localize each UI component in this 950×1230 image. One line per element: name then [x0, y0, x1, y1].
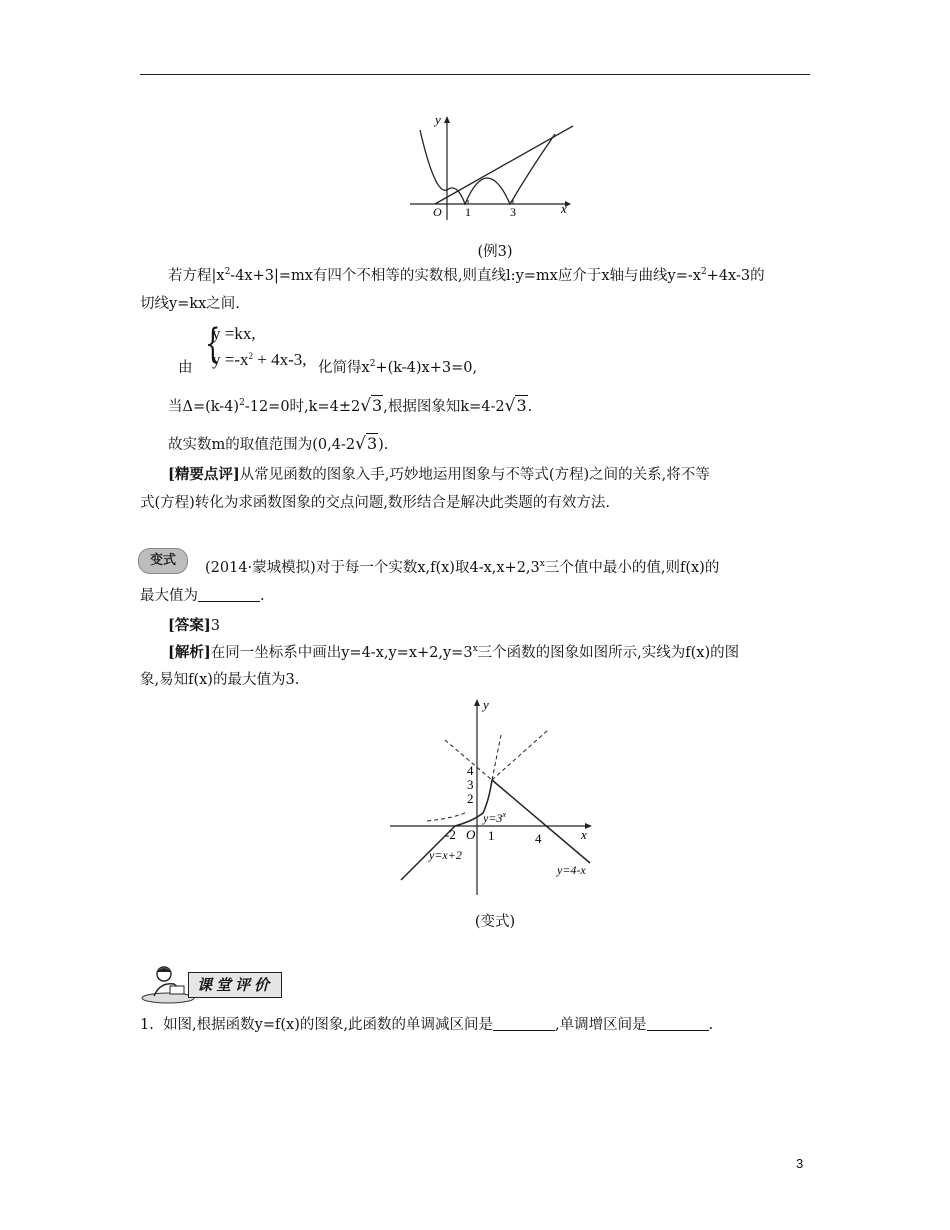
- axis-x-label: x: [581, 827, 587, 842]
- dashed-exp-curve: [427, 812, 467, 821]
- page-number: 3: [796, 1156, 804, 1171]
- axis-y-label: y: [435, 112, 441, 127]
- paragraph-comment: [精要点评]从常见函数的图象入手,巧妙地运用图象与不等式(方程)之间的关系,将不等: [168, 466, 710, 483]
- tick-1-label: 1: [465, 205, 471, 219]
- decreasing-interval-blank: [493, 1016, 555, 1031]
- system-result: 化简得$x^2+(k-4)x+3=0$,: [318, 359, 478, 376]
- tick-3-label: 3: [467, 777, 474, 792]
- paragraph-equation-cont: 切线y=kx之间.: [140, 296, 240, 312]
- label-line-x-plus-2: y=x+2: [429, 848, 462, 862]
- origin-label: O: [466, 827, 476, 842]
- paragraph-analysis: [解析]在同一坐标系中画出$y=4-x,y=x+2,y=3^x$三个函数的图象如图所示,实线为f(x)的图: [168, 644, 740, 661]
- variant-badge: 变式: [138, 548, 188, 574]
- figure1-caption: (例3): [477, 244, 513, 260]
- answer-blank: [198, 587, 260, 602]
- figure-variant: [385, 695, 605, 900]
- header-rule: [140, 74, 810, 75]
- tick-2-label: 2: [467, 791, 474, 806]
- origin-label: O: [433, 205, 442, 219]
- solid-line-4-minus-x: [492, 780, 590, 863]
- paragraph-equation: 若方程$|x^2-4x+3|=mx$有四个不相等的实数根,则直线l:y=mx应介于x轴与曲线$y=-x^2+4x-3$的: [168, 267, 765, 284]
- answer-line: [答案]3: [168, 617, 220, 634]
- paragraph-variant-cont: 最大值为 .: [140, 588, 265, 604]
- axis-y-label: y: [483, 697, 489, 712]
- system-prefix: 由: [178, 360, 193, 376]
- class-eval-title: 课堂评价: [188, 972, 282, 998]
- paragraph-variant: (2014·蒙城模拟)对于每一个实数x,f(x)取$4-x,x+2,3^x$三个值中最小的值,则f(x)的: [205, 559, 720, 576]
- question-1: 1. 如图,根据函数y=f(x)的图象,此函数的单调减区间是 ,单调增区间是 .: [140, 1017, 714, 1033]
- paragraph-analysis-cont: 象,易知f(x)的最大值为3.: [140, 672, 300, 688]
- system-eq2: $y =-x^2 + 4x-3$,: [212, 350, 307, 369]
- y-arrow-icon: [444, 116, 450, 123]
- figure-example3: [405, 110, 585, 225]
- figure2-caption: (变式): [474, 914, 516, 930]
- paragraph-comment-cont: 式(方程)转化为求函数图象的交点问题,数形结合是解决此类题的有效方法.: [140, 495, 611, 511]
- system-eq1: y =kx,: [212, 324, 256, 343]
- tick-neg2-label: -2: [445, 827, 456, 842]
- tick-3-label: 3: [510, 205, 516, 219]
- curve-abs-quadratic: [420, 130, 555, 204]
- tick-1-label: 1: [488, 828, 495, 843]
- y-arrow-icon: [474, 699, 480, 706]
- tick-4y-label: 4: [467, 763, 474, 778]
- label-exp: $y=3^x$: [483, 810, 506, 825]
- paragraph-discriminant: 当$\Delta=(k-4)^2-12=0$时,k=4±2√3,根据图象知k=4-2√3.: [168, 396, 533, 416]
- tick-4x-label: 4: [535, 831, 542, 846]
- left-brace: {: [205, 321, 221, 367]
- label-line-4-minus-x: y=4-x: [557, 863, 586, 877]
- paragraph-range: 故实数m的取值范围为(0,4-2√3).: [168, 434, 389, 454]
- increasing-interval-blank: [647, 1016, 709, 1031]
- axis-x-label: x: [561, 201, 567, 216]
